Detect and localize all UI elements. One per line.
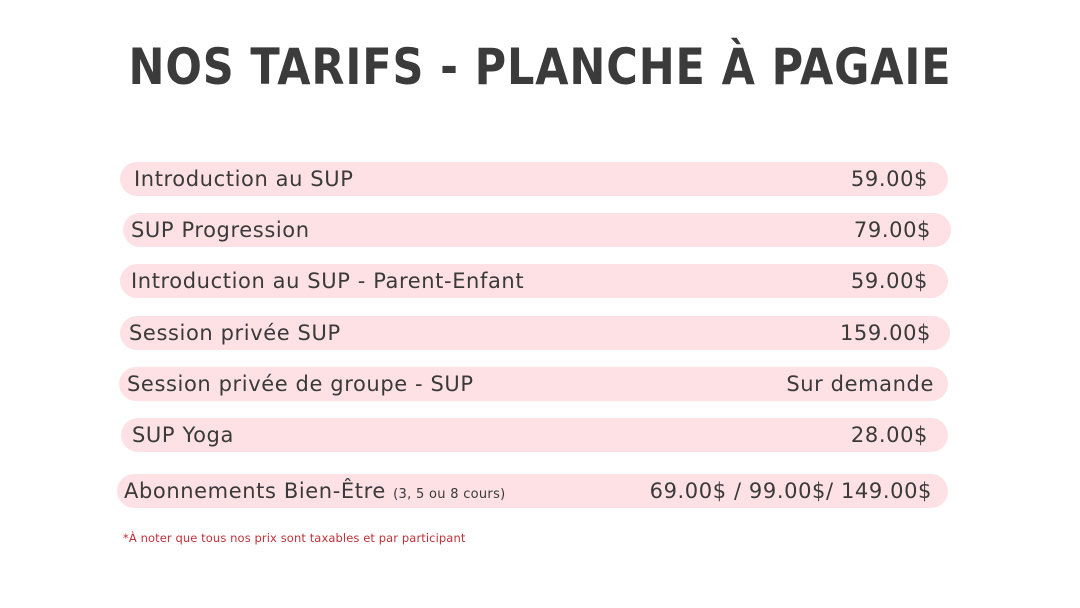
pricing-row-session-groupe bbox=[119, 367, 948, 401]
pricing-row-sup-yoga bbox=[121, 418, 948, 452]
pricing-row-parent-enfant bbox=[120, 264, 948, 298]
pricing-row-label: SUP Progression bbox=[131, 218, 310, 242]
pricing-row-intro bbox=[120, 162, 948, 196]
pricing-row-label: Session privée de groupe - SUP bbox=[127, 372, 474, 396]
pricing-row-label: Session privée SUP bbox=[129, 321, 341, 345]
pricing-row-label-main: Abonnements Bien-Être bbox=[124, 479, 386, 503]
pricing-row-price: 59.00$ bbox=[850, 167, 928, 191]
pricing-row-abonnements bbox=[117, 474, 948, 508]
pricing-row-price: 28.00$ bbox=[850, 423, 928, 447]
pricing-row-session-privee bbox=[120, 316, 950, 350]
pricing-row-price: 159.00$ bbox=[839, 321, 931, 345]
pricing-row-label: SUP Yoga bbox=[132, 423, 234, 447]
pricing-row-price: 79.00$ bbox=[853, 218, 931, 242]
tax-note: *À noter que tous nos prix sont taxables et par participant bbox=[123, 531, 466, 545]
pricing-row-price: 69.00$ / 99.00$/ 149.00$ bbox=[649, 479, 932, 503]
pricing-row-price: Sur demande bbox=[786, 372, 934, 396]
pricing-row-label: Introduction au SUP bbox=[134, 167, 354, 191]
pricing-row-price: 59.00$ bbox=[850, 269, 928, 293]
pricing-row-sublabel: (3, 5 ou 8 cours) bbox=[393, 487, 506, 502]
pricing-row-label bbox=[124, 479, 506, 503]
pricing-row-label: Introduction au SUP - Parent-Enfant bbox=[131, 269, 525, 293]
page-title: NOS TARIFS - PLANCHE À PAGAIE bbox=[128, 38, 952, 96]
pricing-row-progression bbox=[123, 213, 951, 247]
